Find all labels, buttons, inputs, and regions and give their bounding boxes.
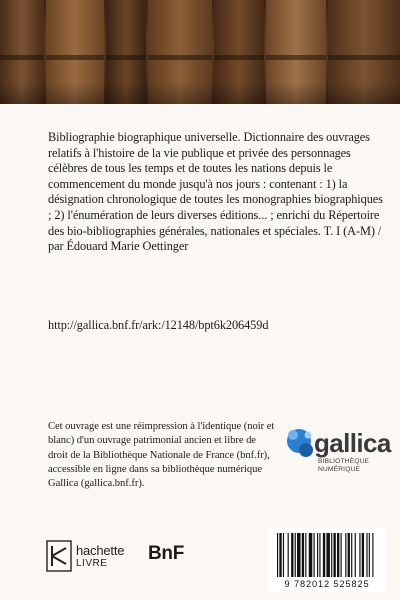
isbn-number: 9 782012 525825 bbox=[284, 579, 370, 589]
hachette-name: hachette bbox=[76, 543, 125, 558]
barcode-bar bbox=[359, 533, 360, 577]
antique-books-photo bbox=[0, 0, 400, 104]
barcode-bar bbox=[291, 533, 293, 577]
gallica-subtitle: BIBLIOTHÈQUE NUMÉRIQUE bbox=[318, 458, 370, 473]
barcode-bar bbox=[295, 533, 296, 577]
barcode-bar bbox=[345, 533, 346, 577]
gallica-logo bbox=[284, 426, 391, 478]
hachette-sub: LIVRE bbox=[76, 558, 108, 569]
bnf-logo: BnF bbox=[148, 543, 185, 564]
barcode-bar bbox=[355, 533, 356, 577]
barcode-bar bbox=[297, 533, 301, 577]
book-description: Bibliographie biographique universelle. Dictionnaire des ouvrages relatifs à l'histoire de la vie publique et privée des personnages célèbres de tous les temps et de toutes les nations depuis le commencement du monde jusqu'à nos jours : contenant : 1) la désignation chronologique de toutes les monographies biographiques ; 2) l'énumération de leurs diverses éditions... ; enrichi du Répertoire des bio-bibliographies générales, nationales et spéciales. T. I (A-M) / par Édouard Marie Oettinger bbox=[48, 130, 383, 254]
barcode-bars bbox=[277, 533, 377, 577]
hachette-emblem-icon bbox=[46, 540, 72, 572]
barcode-bar bbox=[341, 533, 342, 577]
hachette-livre-logo bbox=[46, 540, 136, 576]
barcode-bar bbox=[351, 533, 352, 577]
reprint-notice: Cet ouvrage est une réimpression à l'identique (noir et blanc) d'un ouvrage patrimonial ancien et libre de droit de la Bibliothèque Nationale de France (bnf.fr), accessible en ligne dans sa bibliothèque numérique Gallica (gallica.bnf.fr). bbox=[48, 421, 275, 490]
gallica-wordmark: gallica bbox=[314, 428, 391, 458]
barcode-bar bbox=[313, 533, 314, 577]
barcode-bar bbox=[362, 533, 364, 577]
barcode-bar bbox=[283, 533, 284, 577]
barcode-bar bbox=[302, 533, 304, 577]
barcode-bar bbox=[319, 533, 320, 577]
barcode-bar bbox=[331, 533, 332, 577]
barcode-bar bbox=[333, 533, 335, 577]
barcode-bar bbox=[348, 533, 350, 577]
gallica-url: http://gallica.bnf.fr/ark:/12148/bpt6k206459d bbox=[48, 318, 269, 332]
barcode-bar bbox=[369, 533, 370, 577]
barcode-bar bbox=[305, 533, 306, 577]
gallica-circles-icon bbox=[284, 426, 316, 460]
barcode-bar bbox=[372, 533, 373, 577]
barcode-bar bbox=[317, 533, 318, 577]
barcode-bar bbox=[326, 533, 330, 577]
barcode-bar bbox=[366, 533, 367, 577]
barcode-bar bbox=[309, 533, 313, 577]
barcode-bar bbox=[323, 533, 325, 577]
barcode-bar bbox=[288, 533, 289, 577]
barcode-bar bbox=[279, 533, 281, 577]
barcode-bar bbox=[337, 533, 339, 577]
barcode-bar bbox=[277, 533, 278, 577]
isbn-barcode bbox=[268, 528, 386, 592]
